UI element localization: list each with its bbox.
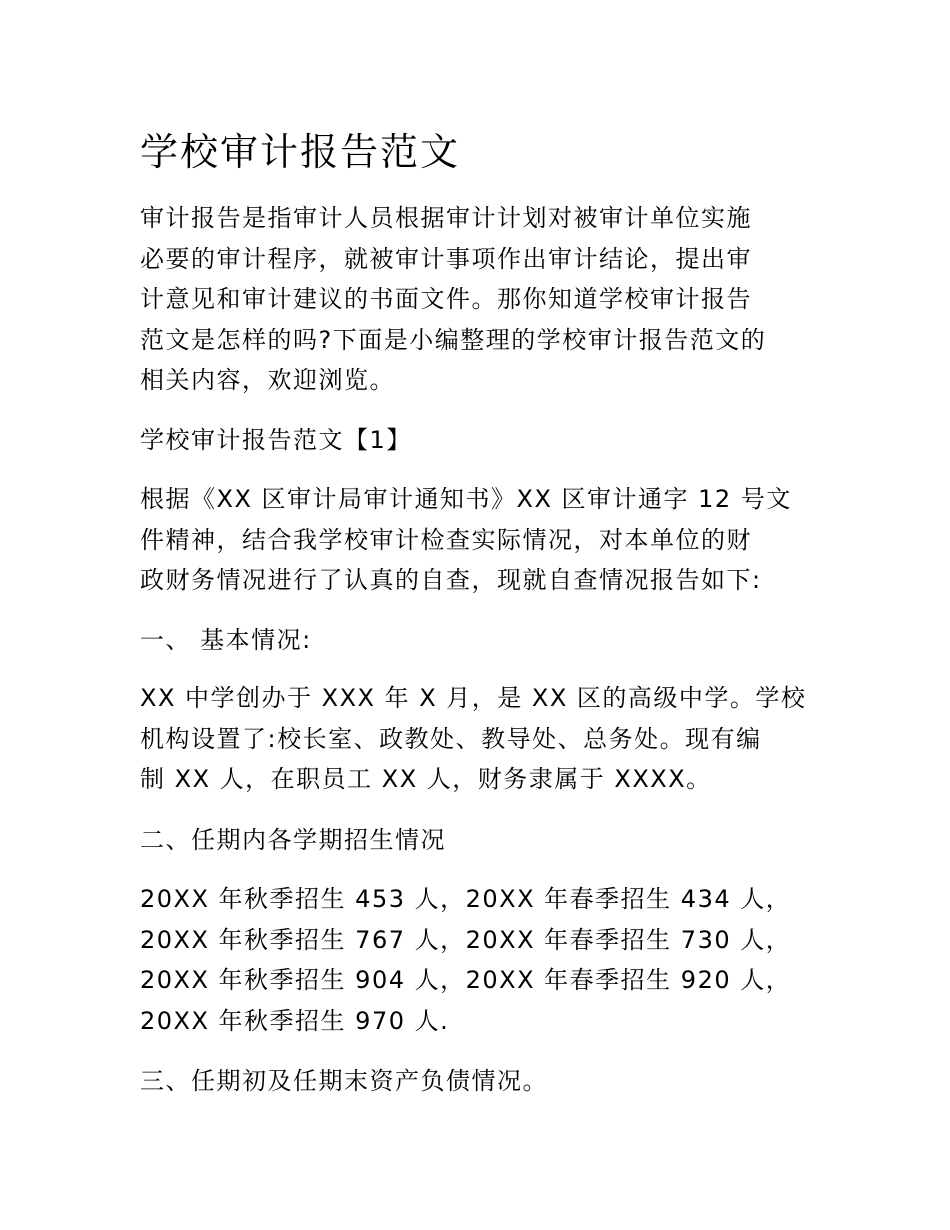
intro-line: 范文是怎样的吗?下面是小编整理的学校审计报告范文的 [140,325,767,354]
intro-line: 审计报告是指审计人员根据审计计划对被审计单位实施 [140,204,752,232]
basic-info-line: 机构设置了:校长室、政教处、教导处、总务处。现有编 [140,724,762,753]
enrollment-line: 20XX 年秋季招生 453 人，20XX 年春季招生 434 人， [140,885,792,913]
enrollment-line: 20XX 年秋季招生 767 人，20XX 年春季招生 730 人， [140,925,792,954]
document-title: 学校审计报告范文 [140,130,461,174]
intro-line: 计意见和审计建议的书面文件。那你知道学校审计报告 [140,285,752,313]
section-title [140,420,412,461]
basic-info-line: 制 XX 人，在职员工 XX 人，财务隶属于 XXXX。 [140,765,712,793]
enrollment-line: 20XX 年秋季招生 970 人. [140,1006,450,1035]
intro-line: 相关内容，欢迎浏览。 [140,366,395,394]
basis-line: 政财务情况进行了认真的自查，现就自查情况报告如下: [140,566,762,594]
basis-line: 件精神，结合我学校审计检查实际情况，对本单位的财 [140,525,752,554]
heading-enrollment [140,820,446,861]
basis-paragraph [140,479,792,601]
intro-paragraph [140,198,766,401]
section-title-text: 学校审计报告范文【1】 [140,426,412,454]
heading-text: 二、任期内各学期招生情况 [140,826,446,854]
heading-assets-liabilities [140,1061,548,1102]
intro-line: 必要的审计程序，就被审计事项作出审计结论，提出审 [140,244,752,273]
enrollment-line: 20XX 年秋季招生 904 人，20XX 年春季招生 920 人， [140,966,792,994]
heading-text: 一、 基本情况: [140,626,312,654]
basic-info-paragraph [140,678,806,800]
basis-line: 根据《XX 区审计局审计通知书》XX 区审计通字 12 号文 [140,485,792,513]
basic-info-line: XX 中学创办于 XXX 年 X 月，是 XX 区的高级中学。学校 [140,684,807,712]
heading-text: 三、任期初及任期末资产负债情况。 [140,1067,548,1095]
heading-basic-info [140,620,312,661]
enrollment-paragraph [140,879,791,1041]
